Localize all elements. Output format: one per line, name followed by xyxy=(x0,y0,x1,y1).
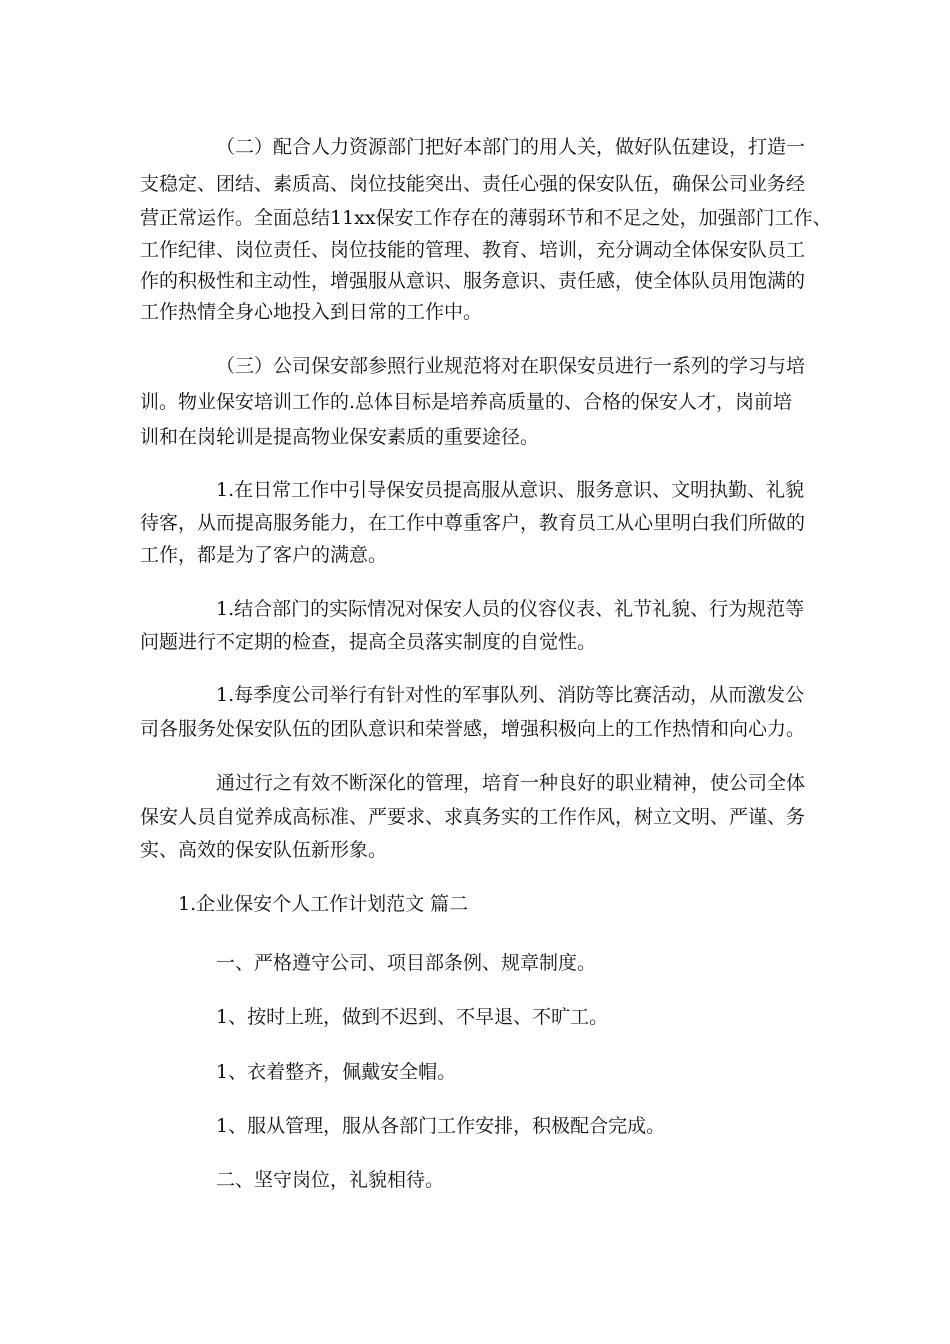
paragraph-line: （三）公司保安部参照行业规范将对在职保安员进行一系列的学习与培 xyxy=(216,355,806,377)
paragraph-line: 问题进行不定期的检查，提高全员落实制度的自觉性。 xyxy=(140,631,597,653)
paragraph-line: 1.每季度公司举行有针对性的军事队列、消防等比赛活动，从而激发公 xyxy=(216,684,805,706)
paragraph-line: 1、服从管理，服从各部门工作安排，积极配合完成。 xyxy=(216,1115,666,1137)
section-heading: 1.企业保安个人工作计划范文 篇二 xyxy=(178,893,469,915)
paragraph-line: 一、严格遵守公司、项目部条例、规章制度。 xyxy=(216,952,597,974)
paragraph-line: 实、高效的保安队伍新形象。 xyxy=(140,839,388,861)
paragraph-line: 二、坚守岗位，礼貌相待。 xyxy=(216,1169,445,1191)
paragraph-line: 1、按时上班，做到不迟到、不早退、不旷工。 xyxy=(216,1006,609,1028)
paragraph-line: 1.在日常工作中引导保安员提高服从意识、服务意识、文明执勤、礼貌 xyxy=(216,479,805,501)
paragraph-line: 司各服务处保安队伍的团队意识和荣誉感，增强积极向上的工作热情和向心力。 xyxy=(140,718,806,740)
paragraph-line: 支稳定、团结、素质高、岗位技能突出、责任心强的保安队伍，确保公司业务经 xyxy=(140,173,806,195)
paragraph-line: 1、衣着整齐，佩戴安全帽。 xyxy=(216,1061,457,1083)
paragraph-line: 1.结合部门的实际情况对保安人员的仪容仪表、礼节礼貌、行为规范等 xyxy=(216,598,805,620)
paragraph-line: 保安人员自觉养成高标准、严要求、求真务实的工作作风，树立文明、严谨、务 xyxy=(140,806,806,828)
paragraph-line: （二）配合人力资源部门把好本部门的用人关，做好队伍建设，打造一 xyxy=(216,136,806,158)
paragraph-line: 待客，从而提高服务能力，在工作中尊重客户，教育员工从心里明白我们所做的 xyxy=(140,512,806,534)
paragraph-line: 通过行之有效不断深化的管理，培育一种良好的职业精神，使公司全体 xyxy=(216,772,806,794)
paragraph-line: 工作热情全身心地投入到日常的工作中。 xyxy=(140,301,483,323)
paragraph-line: 工作纪律、岗位责任、岗位技能的管理、教育、培训，充分调动全体保安队员工 xyxy=(140,239,806,261)
paragraph-line: 训。物业保安培训工作的.总体目标是培养高质量的、合格的保安人才，岗前培 xyxy=(140,391,793,413)
paragraph-line: 训和在岗轮训是提高物业保安素质的重要途径。 xyxy=(140,426,540,448)
paragraph-line: 作的积极性和主动性，增强服从意识、服务意识、责任感，使全体队员用饱满的 xyxy=(140,270,806,292)
paragraph-line: 工作，都是为了客户的满意。 xyxy=(140,544,388,566)
paragraph-line: 营正常运作。全面总结11xx保安工作存在的薄弱环节和不足之处，加强部门工作、 xyxy=(140,207,832,229)
